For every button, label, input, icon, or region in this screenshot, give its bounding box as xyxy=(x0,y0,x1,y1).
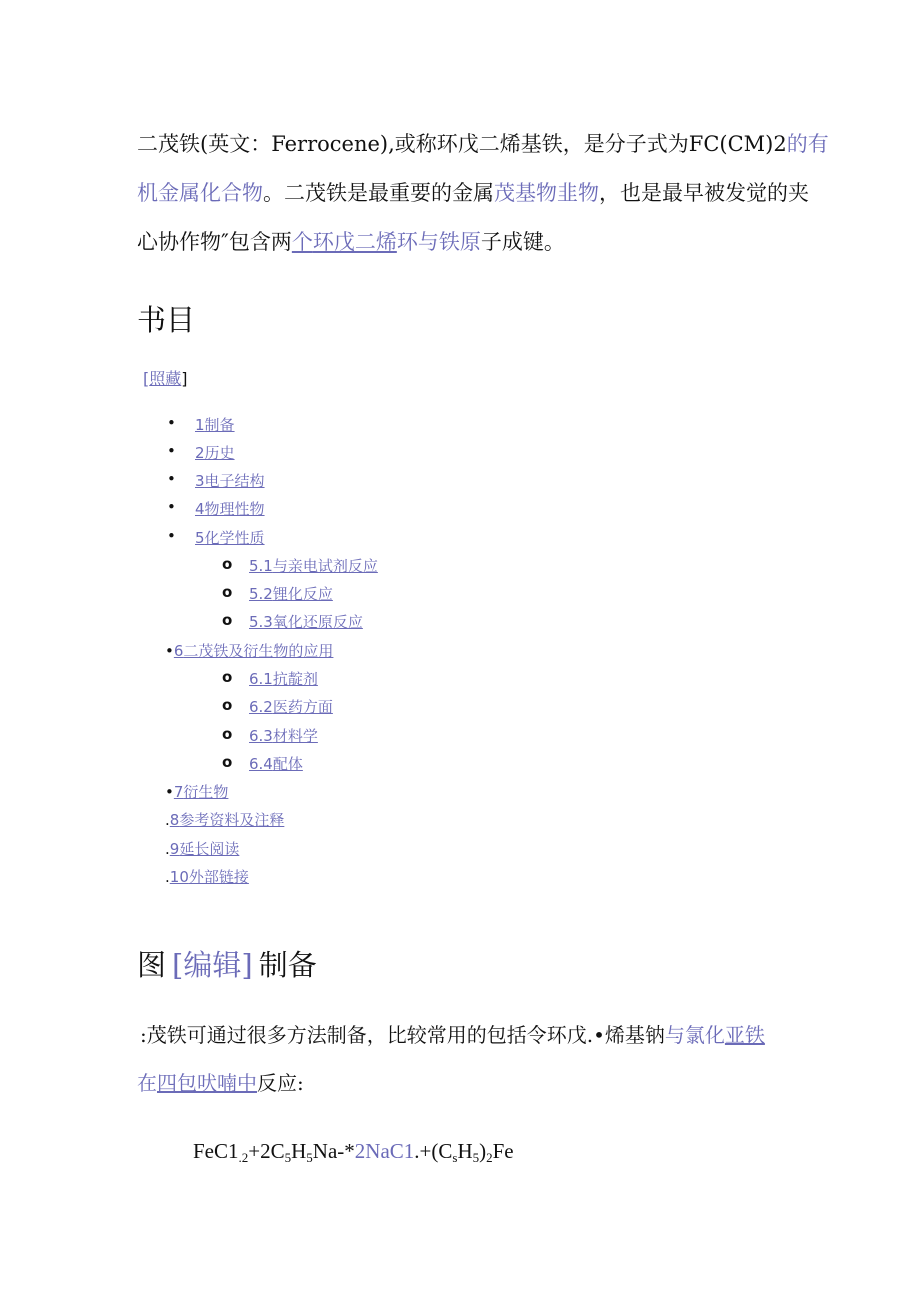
toc-link[interactable]: 5.1与亲电试剂反应 xyxy=(249,557,378,575)
toc-item-6-4[interactable] xyxy=(249,753,303,774)
toc-link[interactable]: 6二茂铁及衍生物的应用 xyxy=(173,642,334,660)
edit-bracket-open: [ xyxy=(172,948,184,982)
link-iron-atom[interactable]: 环与铁原 xyxy=(396,230,481,254)
reaction-formula: $FeC1_{.2}+2C_5H_5Na-*2NaC1.+(C_sH_5)_2Fe$ xyxy=(193,1139,514,1165)
edit-link[interactable]: 编辑 xyxy=(183,948,242,982)
toc-toggle-link[interactable]: 照藏 xyxy=(149,369,182,388)
toc-bullet: • xyxy=(167,470,176,488)
toc-item-7[interactable]: •7衍生物 xyxy=(165,783,229,801)
toc-link[interactable]: 5化学性质 xyxy=(195,529,265,547)
section-heading xyxy=(137,943,317,984)
toc-link[interactable]: 6.3材料学 xyxy=(249,727,318,745)
toc-link[interactable]: 5.2锂化反应 xyxy=(249,585,333,603)
toc-link[interactable]: 3电子结构 xyxy=(195,472,265,490)
link-nacl[interactable]: 2NaC1 xyxy=(354,1139,415,1163)
section-text: 反应: xyxy=(257,1071,304,1095)
toc-item-1[interactable] xyxy=(195,414,235,435)
intro-link-youji[interactable]: 的有 xyxy=(786,132,829,156)
link-cyclopentadiene[interactable]: 环戊二烯 xyxy=(312,230,397,254)
section-line-2 xyxy=(137,1067,304,1096)
link-ge[interactable]: 个 xyxy=(291,230,313,254)
intro-text: 子成键。 xyxy=(480,230,565,254)
toc-toggle-open: [ xyxy=(143,369,150,388)
link-organometallic[interactable]: 机金属化合物 xyxy=(137,181,263,205)
toc-item-3[interactable] xyxy=(195,470,265,491)
toc-ring: o xyxy=(222,611,233,629)
toc-toggle-close: ] xyxy=(181,369,188,388)
link-metallocene[interactable]: 茂基物韭物 xyxy=(494,181,599,205)
toc-bullet: • xyxy=(167,442,176,460)
toc-item-5-3[interactable] xyxy=(249,611,363,632)
toc-ring: o xyxy=(222,668,233,686)
toc-link[interactable]: 4物理性物 xyxy=(195,500,265,518)
link-thf[interactable]: 四包吠喃中 xyxy=(157,1071,257,1095)
toc-item-6-1[interactable] xyxy=(249,668,318,689)
toc-link[interactable]: 5.3氧化还原反应 xyxy=(249,613,363,631)
toc-item-8[interactable]: .8参考资料及注释 xyxy=(165,811,285,829)
toc-link[interactable]: 1制备 xyxy=(195,416,235,434)
intro-text: 二茂铁(英文：Ferrocene),或称环戊二烯基铁，是分子式为FC(CM)2 xyxy=(137,132,787,156)
toc-item-10[interactable]: .10外部链接 xyxy=(165,868,249,886)
link-yu[interactable]: 与 xyxy=(664,1023,685,1047)
toc-link[interactable]: 6.2医药方面 xyxy=(249,698,333,716)
toc-bullet: • xyxy=(167,498,176,516)
toc-ring: o xyxy=(222,725,233,743)
intro-line-3 xyxy=(137,226,565,256)
toc-item-4[interactable] xyxy=(195,498,265,519)
intro-text: ，也是最早被发觉的夹 xyxy=(599,181,809,205)
section-heading-prefix: 图 xyxy=(137,948,167,982)
toc-link[interactable]: 8参考资料及注释 xyxy=(169,811,285,829)
toc-bullet: • xyxy=(167,414,176,432)
toc-link[interactable]: 10外部链接 xyxy=(169,868,249,886)
toc-heading: 书目 xyxy=(137,303,196,337)
toc-item-6[interactable]: •6二茂铁及衍生物的应用 xyxy=(165,642,334,660)
intro-line-1 xyxy=(137,128,829,158)
toc-link[interactable]: 6.1抗靛剂 xyxy=(249,670,318,688)
link-ferrous[interactable]: 亚铁 xyxy=(724,1023,765,1047)
section-text: :茂铁可通过很多方法制备，比较常用的包括令环戊.•烯基钠 xyxy=(140,1023,665,1047)
toc-item-5-1[interactable] xyxy=(249,555,378,576)
edit-bracket-close: ] xyxy=(241,948,253,982)
toc-item-2[interactable] xyxy=(195,442,235,463)
toc-ring: o xyxy=(222,696,233,714)
toc-ring: o xyxy=(222,583,233,601)
toc-item-6-3[interactable] xyxy=(249,725,318,746)
toc-item-5-2[interactable] xyxy=(249,583,333,604)
link-zai[interactable]: 在 xyxy=(137,1071,157,1095)
toc-link[interactable]: 6.4配体 xyxy=(249,755,303,773)
toc-item-5[interactable] xyxy=(195,527,265,548)
toc-link[interactable]: 2历史 xyxy=(195,444,235,462)
toc-toggle xyxy=(143,366,188,389)
toc-ring: o xyxy=(222,753,233,771)
toc-link[interactable]: 7衍生物 xyxy=(173,783,229,801)
toc-item-6-2[interactable] xyxy=(249,696,333,717)
intro-text: 。二茂铁是最重要的金属 xyxy=(263,181,494,205)
toc-ring: o xyxy=(222,555,233,573)
toc-link[interactable]: 9延长阅读 xyxy=(169,840,240,858)
intro-line-2 xyxy=(137,177,809,207)
toc-item-9[interactable]: .9延长阅读 xyxy=(165,840,240,858)
toc-bullet: • xyxy=(167,527,176,545)
section-line-1 xyxy=(140,1019,765,1048)
link-chloride[interactable]: 氯化 xyxy=(684,1023,725,1047)
intro-text: 心协作物″包含两 xyxy=(137,230,292,254)
section-heading-title: 制备 xyxy=(258,948,317,982)
